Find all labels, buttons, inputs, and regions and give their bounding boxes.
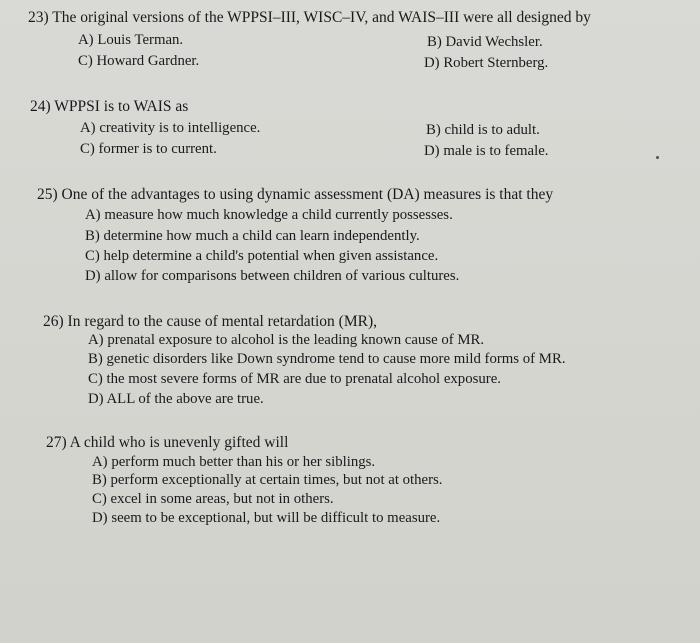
option-c: C) Howard Gardner.	[78, 53, 200, 69]
option-b: B) determine how much a child can learn independently.	[85, 228, 420, 244]
option-b: B) genetic disorders like Down syndrome tend to cause more mild forms of MR.	[88, 351, 566, 367]
option-d: D) Robert Sternberg.	[424, 55, 549, 71]
question-stem: 26) In regard to the cause of mental retardation (MR),	[43, 313, 377, 330]
option-a: A) measure how much knowledge a child currently possesses.	[85, 207, 453, 223]
option-b: B) David Wechsler.	[427, 34, 543, 50]
question-stem: 23) The original versions of the WPPSI–III, WISC–IV, and WAIS–III were all designed by	[28, 9, 591, 26]
option-d: D) ALL of the above are true.	[88, 391, 264, 407]
option-b: B) child is to adult.	[426, 122, 540, 138]
question-stem: 25) One of the advantages to using dynamic assessment (DA) measures is that they	[37, 186, 554, 203]
option-a: A) creativity is to intelligence.	[80, 120, 261, 136]
option-c: C) the most severe forms of MR are due to prenatal alcohol exposure.	[88, 371, 501, 387]
option-b: B) perform exceptionally at certain times, but not at others.	[92, 472, 443, 488]
option-d: D) male is to female.	[424, 143, 549, 159]
option-c: C) excel in some areas, but not in others.	[92, 491, 334, 507]
option-a: A) Louis Terman.	[78, 32, 184, 48]
question-stem: 24) WPPSI is to WAIS as	[30, 98, 189, 115]
option-d: D) seem to be exceptional, but will be difficult to measure.	[92, 510, 441, 526]
option-c: C) former is to current.	[80, 141, 217, 157]
option-a: A) perform much better than his or her siblings.	[92, 454, 376, 470]
option-c: C) help determine a child's potential when given assistance.	[85, 248, 439, 264]
question-stem: 27) A child who is unevenly gifted will	[46, 434, 289, 451]
option-a: A) prenatal exposure to alcohol is the leading known cause of MR.	[88, 332, 485, 348]
speck-mark	[656, 156, 659, 159]
option-d: D) allow for comparisons between children of various cultures.	[85, 268, 460, 284]
